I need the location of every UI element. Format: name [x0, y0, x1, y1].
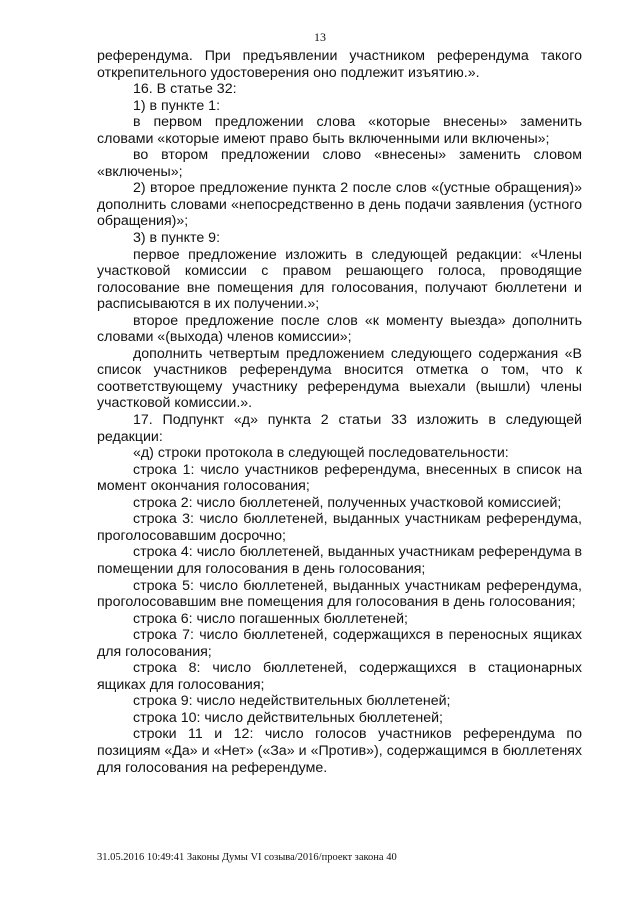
paragraph: 2) второе предложение пункта 2 после слов «(устные обращения)» дополнить словами «непосредственно в день подачи заявления (устного обращения)»; — [97, 180, 582, 230]
page-number: 13 — [314, 30, 326, 44]
paragraph: 16. В статье 32: — [133, 81, 237, 98]
paragraph: второе предложение после слов «к моменту выезда» дополнить словами «(выхода) членов комиссии»; — [97, 312, 582, 346]
paragraph: референдума. При предъявлении участником референдума такого открепительного удостоверения оно подлежит изъятию.». — [97, 48, 582, 81]
document-body — [97, 48, 582, 776]
paragraph: строка 1: число участников референдума, внесенных в список на момент окончания голосования; — [97, 461, 582, 495]
paragraph: 1) в пункте 1: — [133, 97, 221, 114]
paragraph: строка 7: число бюллетеней, содержащихся в переносных ящиках для голосования; — [97, 627, 582, 660]
paragraph: в первом предложении слова «которые внесены» заменить словами «которые имеют право быть включенными или включены»; — [97, 114, 582, 147]
paragraph: строка 3: число бюллетеней, выданных участникам референдума, проголосовавшим досрочно; — [97, 511, 582, 544]
paragraph: строка 5: число бюллетеней, выданных участникам референдума, проголосовавшим вне помещения для голосования в день голосования; — [97, 577, 582, 611]
footer-info: 31.05.2016 10:49:41 Законы Думы VI созыва/2016/проект закона 40 — [97, 852, 397, 863]
paragraph: строка 6: число погашенных бюллетеней; — [133, 610, 408, 627]
paragraph: во втором предложении слово «внесены» заменить словом «включены»; — [97, 147, 582, 180]
paragraph: первое предложение изложить в следующей редакции: «Члены участковой комиссии с правом решающего голоса, проводящие голосование вне помещения для голосования, получают бюллетени и расписываются в их получении.»; — [97, 246, 582, 313]
paragraph: строка 2: число бюллетеней, полученных участковой комиссией; — [133, 494, 562, 511]
paragraph: строка 8: число бюллетеней, содержащихся в стационарных ящиках для голосования; — [97, 660, 582, 693]
paragraph: 3) в пункте 9: — [133, 230, 221, 247]
paragraph: дополнить четвертым предложением следующего содержания «В список участников референдума вносится отметка о том, что к соответствующему участнику референдума выехали (вышли) члены участковой комиссии.». — [97, 345, 582, 412]
paragraph: строка 10: число действительных бюллетеней; — [133, 709, 443, 726]
paragraph: строка 4: число бюллетеней, выданных участникам референдума в помещении для голосования в день голосования; — [97, 544, 582, 577]
paragraph: «д) строки протокола в следующей последовательности: — [133, 445, 509, 462]
paragraph: 17. Подпункт «д» пункта 2 статьи 33 изложить в следующей редакции: — [97, 412, 582, 445]
paragraph: строка 9: число недействительных бюллетеней; — [133, 693, 451, 710]
paragraph: строки 11 и 12: число голосов участников референдума по позициям «Да» и «Нет» («За» и «Против»), содержащимся в бюллетенях для голосования на референдуме. — [97, 726, 582, 776]
